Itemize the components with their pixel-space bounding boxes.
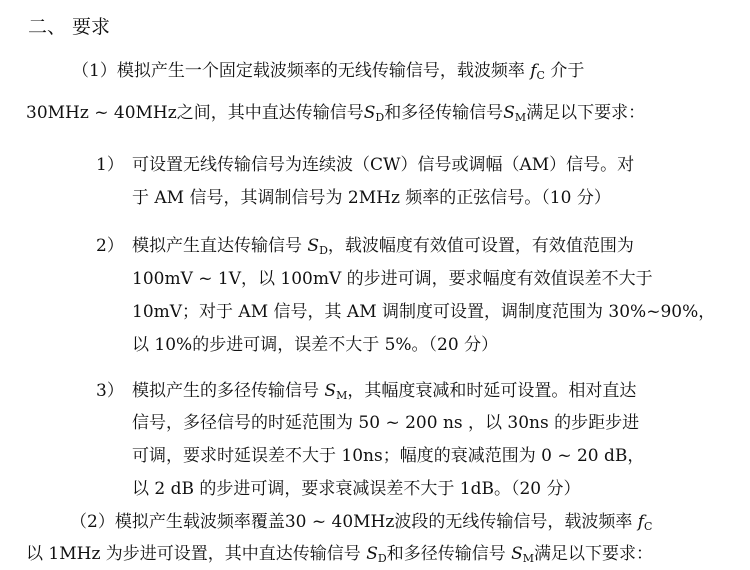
req1-intro-line1 [72, 60, 584, 82]
req2-line-2-text-b: 和多径传输信号 [386, 544, 512, 564]
req1-line2-text-c: 满足以下要求： [526, 103, 646, 123]
sd-subscript: D [377, 552, 387, 565]
sd-subscript: D [319, 244, 328, 257]
sm-subscript: M [514, 111, 527, 124]
item-3-line-4: 以 2 dB 的步进可调，要求衰减误差不大于 1dB。（20 分） [132, 479, 581, 499]
req1-line2-text-a: 30MHz ~ 40MHz之间，其中直达传输信号 [26, 103, 364, 123]
item-2-line-1 [132, 235, 634, 257]
item-2-line-1-text-b: ，载波幅度有效值可设置，有效值范围为 [327, 236, 634, 256]
fc-symbol: f [530, 61, 537, 81]
req1-intro-text-b: 介于 [544, 61, 585, 81]
fc-subscript: C [536, 69, 545, 82]
sd-subscript: D [375, 111, 385, 124]
sm-subscript: M [336, 389, 348, 402]
sm-subscript: M [522, 552, 535, 565]
req2-line-2-text-a: 以 1MHz 为步进可设置，其中直达传输信号 [26, 544, 367, 564]
sm-symbol: S [503, 103, 515, 123]
sd-symbol: S [366, 544, 378, 564]
item-3-number: 3） [96, 381, 124, 401]
req2-line-2 [26, 543, 653, 565]
item-2-line-3: 10mV；对于 AM 信号，其 AM 调制度可设置，调制度范围为 30%~90%， [132, 302, 716, 322]
item-2-line-2: 100mV ~ 1V，以 100mV 的步进可调，要求幅度有效值误差不大于 [132, 269, 653, 289]
item-1-number: 1） [96, 155, 124, 175]
req2-line-2-text-c: 满足以下要求： [534, 544, 654, 564]
item-2-line-1-text-a: 模拟产生直达传输信号 [132, 236, 308, 256]
item-2-number: 2） [96, 236, 124, 256]
item-3-line-1-text-b: ，其幅度衰减和时延可设置。相对直达 [347, 381, 637, 401]
req1-intro-text-a: （1）模拟产生一个固定载波频率的无线传输信号，载波频率 [72, 61, 531, 81]
sd-symbol: S [307, 236, 320, 256]
sm-symbol: S [324, 381, 337, 401]
sd-symbol: S [363, 103, 376, 123]
req1-intro-line2 [26, 102, 645, 124]
item-3-line-1 [132, 380, 636, 402]
section-heading: 二、 要求 [28, 16, 111, 38]
item-1-line-1: 可设置无线传输信号为连续波（CW）信号或调幅（AM）信号。对 [132, 155, 635, 175]
req2-line-1-text: （2）模拟产生载波频率覆盖30 ~ 40MHz波段的无线传输信号，载波频率 [70, 512, 638, 532]
fc-symbol: f [637, 512, 645, 532]
sm-symbol: S [511, 544, 523, 564]
item-2-line-4: 以 10%的步进可调，误差不大于 5%。（20 分） [132, 335, 499, 355]
item-3-line-3: 可调，要求时延误差不大于 10ns；幅度的衰减范围为 0 ~ 20 dB， [132, 446, 645, 466]
item-3-line-1-text-a: 模拟产生的多径传输信号 [132, 381, 325, 401]
fc-subscript: C [644, 520, 653, 533]
req2-line-1 [70, 511, 652, 533]
item-3-line-2: 信号，多径信号的时延范围为 50 ~ 200 ns ，以 30ns 的步距步进 [132, 413, 640, 433]
req1-line2-text-b: 和多径传输信号 [384, 103, 504, 123]
item-1-line-2: 于 AM 信号，其调制信号为 2MHz 频率的正弦信号。（10 分） [132, 188, 611, 208]
